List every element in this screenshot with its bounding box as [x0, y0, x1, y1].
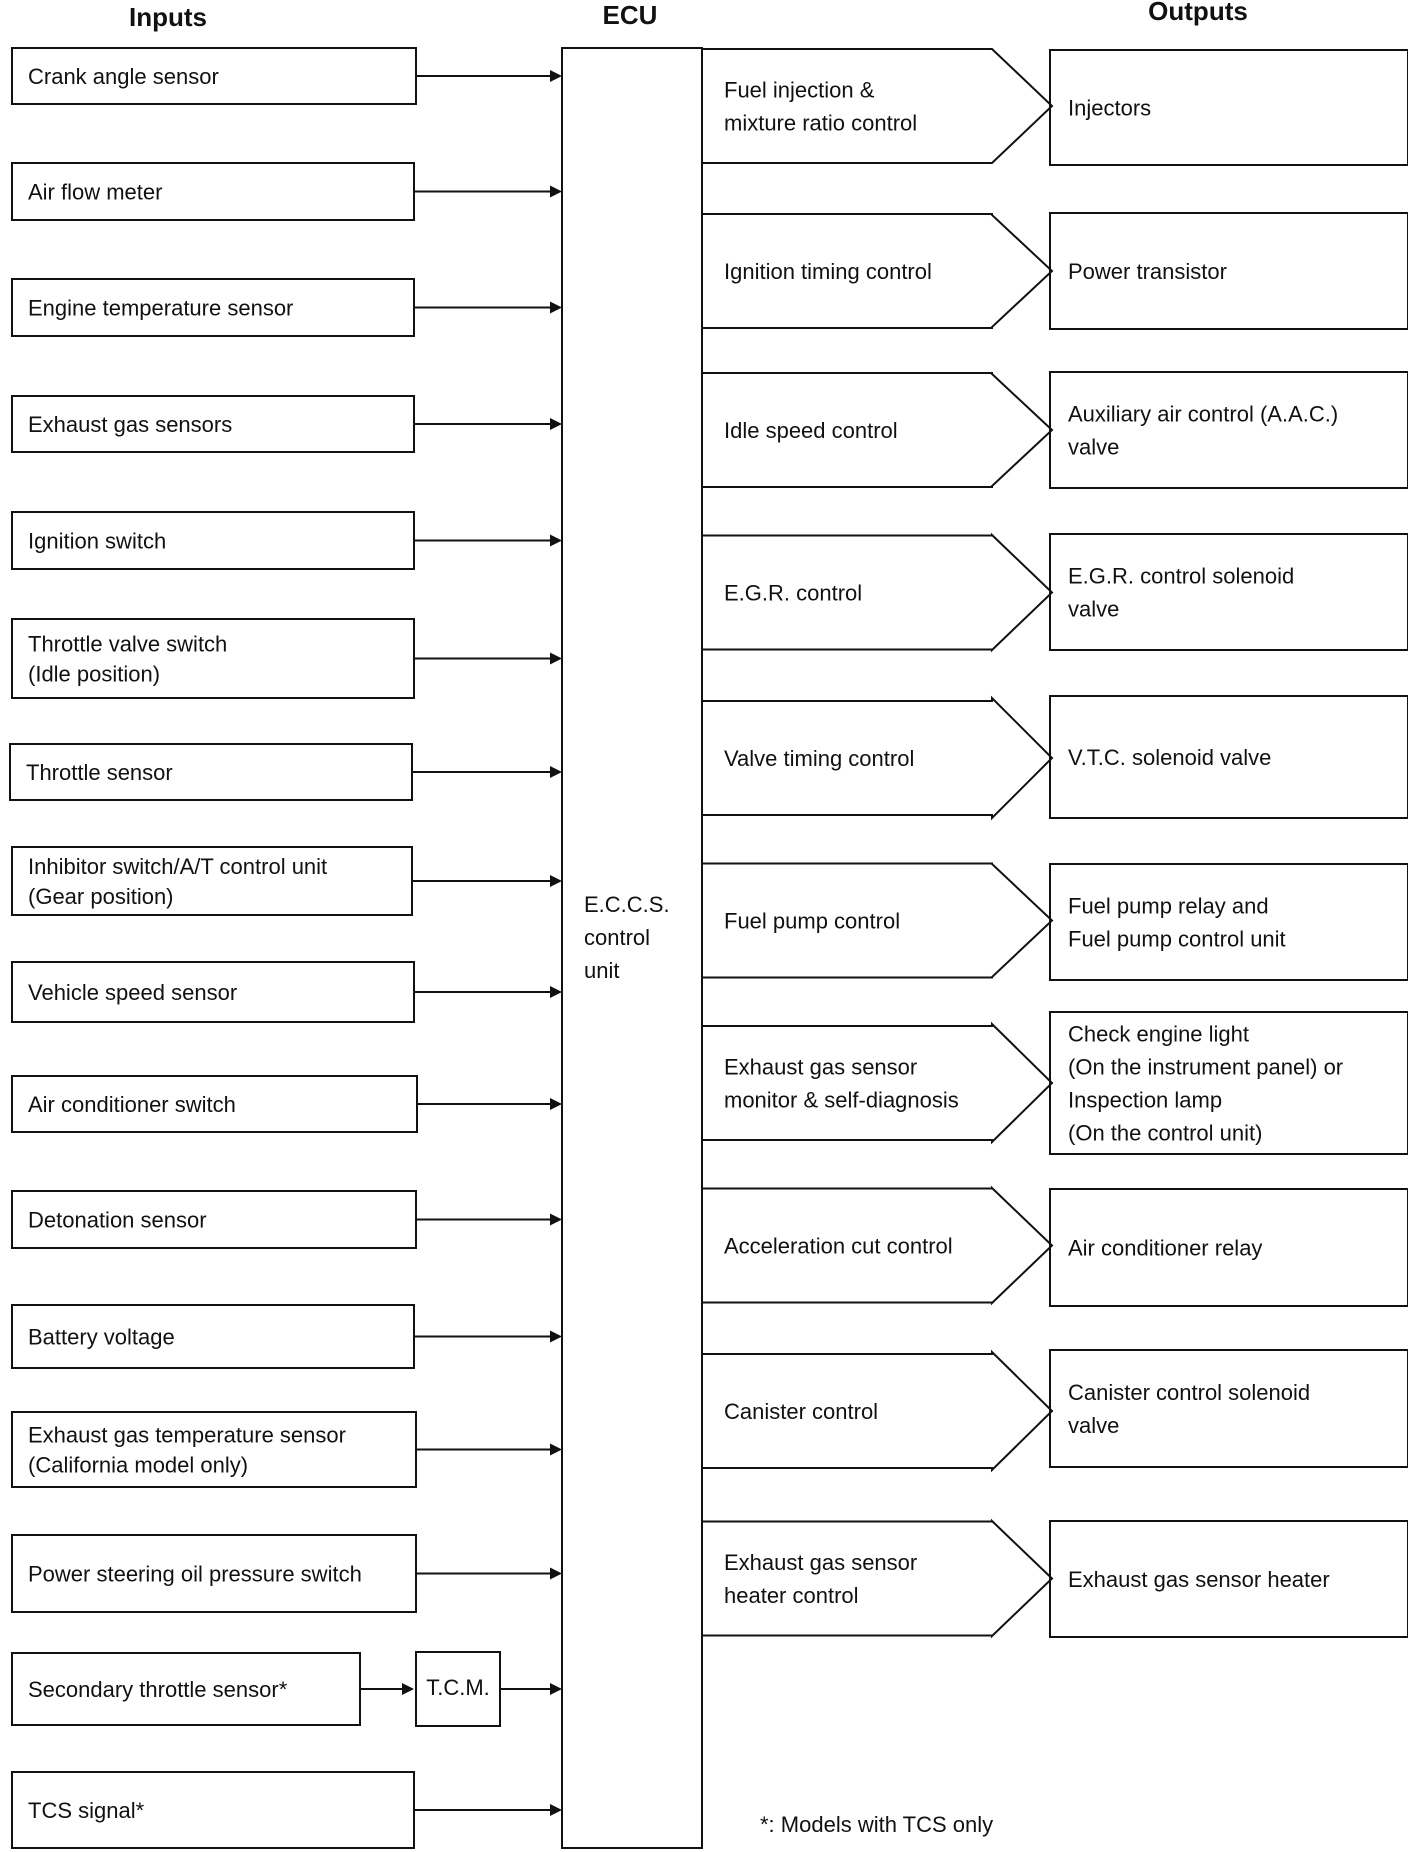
input-label-line: Air conditioner switch	[28, 1092, 236, 1117]
control-function-line: monitor & self-diagnosis	[724, 1087, 959, 1113]
control-function-line: Exhaust gas sensor	[724, 1550, 918, 1575]
input-label-line: (Gear position)	[28, 884, 174, 909]
output-label-line: V.T.C. solenoid valve	[1068, 745, 1272, 770]
output-label-line: E.G.R. control solenoid	[1068, 563, 1295, 589]
ecu-unit	[562, 48, 702, 1848]
control-function-line: Valve timing control	[724, 746, 915, 771]
control-function-line: E.G.R. control	[724, 580, 863, 606]
input-label-line: Exhaust gas temperature sensor	[28, 1422, 346, 1448]
output-label-line: Auxiliary air control (A.A.C.)	[1068, 401, 1339, 427]
tcm-unit	[416, 1652, 500, 1726]
input-label-line: Exhaust gas sensors	[28, 412, 233, 437]
inputs-header: Inputs	[129, 2, 207, 32]
output-label-line: Fuel pump relay and	[1068, 893, 1269, 919]
arrowhead	[550, 1214, 562, 1226]
control-function-line: Exhaust gas sensor	[724, 1054, 918, 1080]
arrowhead	[402, 1683, 414, 1695]
input-label-line: Detonation sensor	[28, 1207, 207, 1233]
control-function-line: Idle speed control	[724, 418, 898, 443]
input-label-line: (California model only)	[28, 1452, 249, 1478]
ecu-header: ECU	[602, 0, 658, 30]
output-box	[1050, 864, 1408, 980]
input-label-line: Battery voltage	[28, 1324, 175, 1350]
control-function-line: Acceleration cut control	[724, 1233, 953, 1259]
control-function-line: Fuel pump control	[724, 908, 901, 934]
control-function-line: Fuel injection &	[724, 77, 875, 103]
output-label-line: Canister control solenoid	[1068, 1380, 1311, 1405]
output-label-line: Fuel pump control unit	[1068, 926, 1286, 952]
ecu-label-line: unit	[584, 958, 620, 983]
output-label-line: Exhaust gas sensor heater	[1068, 1567, 1330, 1592]
output-label-line: (On the control unit)	[1068, 1120, 1263, 1146]
control-arrow	[702, 1521, 1052, 1636]
output-label-line: Injectors	[1068, 95, 1152, 121]
arrowhead	[550, 1444, 562, 1456]
arrowhead	[550, 1804, 562, 1816]
arrowhead	[550, 653, 562, 665]
input-label-line: Ignition switch	[28, 528, 167, 554]
output-label-line: Inspection lamp	[1068, 1087, 1223, 1113]
arrowhead	[550, 418, 562, 430]
ecu-label-line: E.C.C.S.	[584, 892, 670, 917]
column-headers	[129, 0, 1248, 32]
output-box	[1050, 1350, 1408, 1467]
control-function-line: Canister control	[724, 1399, 879, 1424]
arrowhead	[550, 1568, 562, 1580]
inputs-column	[10, 48, 562, 1848]
input-label-line: Throttle valve switch	[28, 631, 228, 657]
input-label-line: Vehicle speed sensor	[28, 980, 238, 1005]
input-label-line: Air flow meter	[28, 179, 163, 205]
control-function-line: mixture ratio control	[724, 110, 918, 136]
input-label-line: Power steering oil pressure switch	[28, 1561, 362, 1587]
input-label-line: Inhibitor switch/A/T control unit	[28, 854, 328, 879]
arrowhead	[550, 1331, 562, 1343]
output-label-line: valve	[1068, 434, 1120, 460]
input-label-line: (Idle position)	[28, 661, 161, 687]
output-label-line: valve	[1068, 596, 1120, 622]
input-label-line: Secondary throttle sensor*	[28, 1677, 288, 1702]
output-label-line: valve	[1068, 1413, 1120, 1438]
arrowhead	[550, 186, 562, 198]
input-label-line: TCS signal*	[28, 1798, 145, 1823]
input-label-line: Crank angle sensor	[28, 64, 219, 89]
controls-and-outputs	[702, 49, 1408, 1637]
output-label-line: Air conditioner relay	[1068, 1235, 1263, 1261]
arrowhead	[550, 535, 562, 547]
output-box	[1050, 534, 1408, 650]
arrowhead	[550, 1098, 562, 1110]
control-function-line: Ignition timing control	[724, 259, 932, 284]
arrowhead	[550, 986, 562, 998]
output-label-line: (On the instrument panel) or	[1068, 1054, 1344, 1080]
arrowhead	[550, 766, 562, 778]
input-label-line: Throttle sensor	[26, 760, 173, 785]
outputs-header: Outputs	[1148, 0, 1248, 26]
footnote: *: Models with TCS only	[760, 1812, 994, 1837]
output-label-line: Check engine light	[1068, 1021, 1250, 1047]
arrowhead	[550, 302, 562, 314]
tcm-label: T.C.M.	[426, 1675, 490, 1700]
ecu-label-line: control	[584, 925, 651, 950]
control-arrow	[702, 1024, 1052, 1142]
arrowhead	[550, 1683, 562, 1695]
arrowhead	[550, 875, 562, 887]
control-function-line: heater control	[724, 1583, 859, 1608]
input-label-line: Engine temperature sensor	[28, 295, 294, 321]
output-box	[1050, 372, 1408, 488]
control-arrow	[702, 49, 1052, 163]
output-label-line: Power transistor	[1068, 259, 1227, 284]
arrowhead	[550, 70, 562, 82]
